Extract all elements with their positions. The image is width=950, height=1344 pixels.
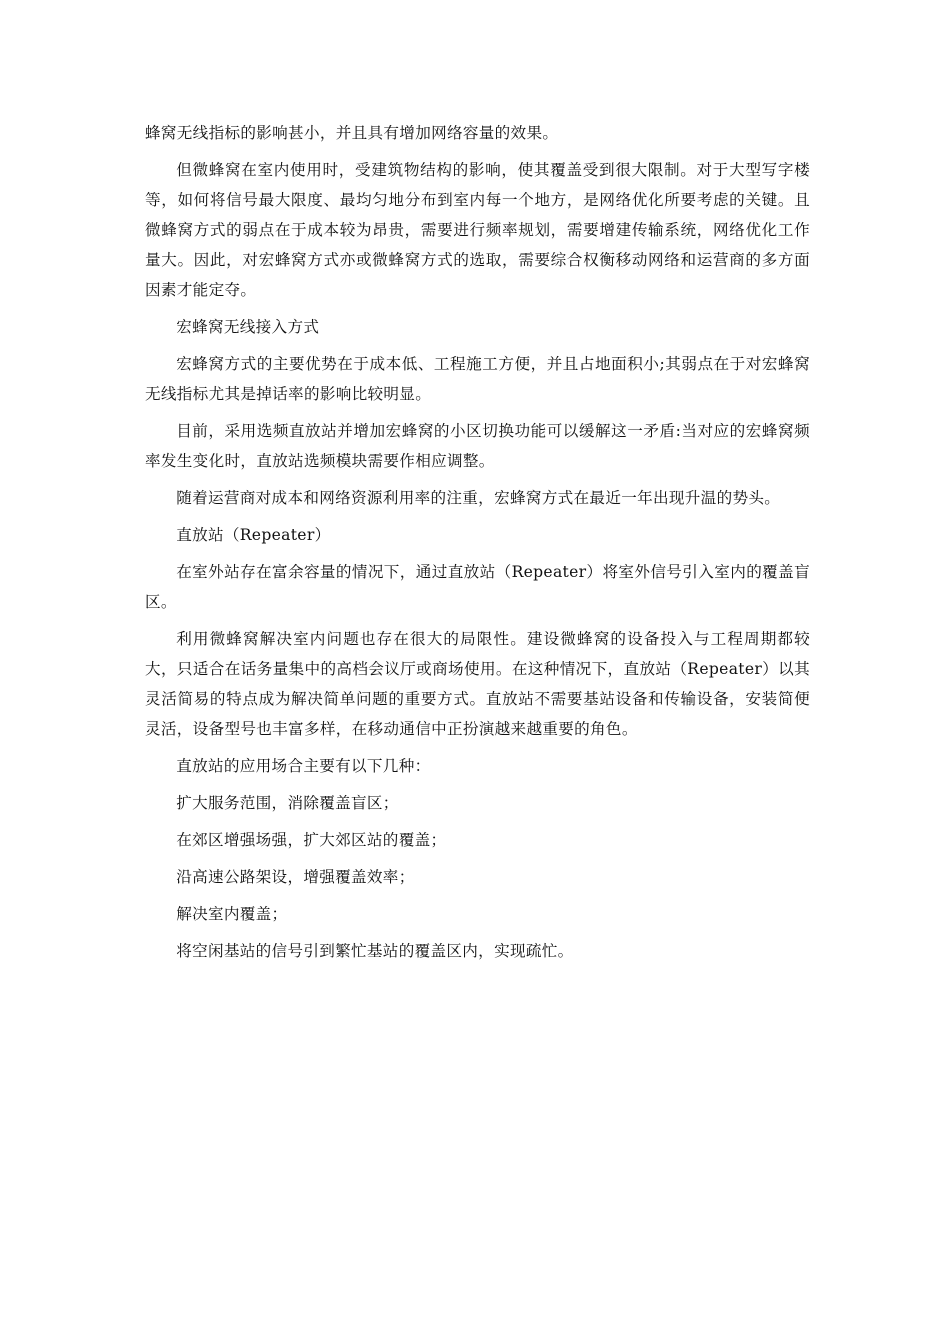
list-item-indoor: 解决室内覆盖； xyxy=(176,905,288,923)
document-body xyxy=(145,118,810,973)
paragraph-application-intro: 直放站的应用场合主要有以下几种： xyxy=(176,757,431,775)
section-heading-macrocell: 宏蜂窝无线接入方式 xyxy=(176,318,320,336)
paragraph-continued: 蜂窝无线指标的影响甚小，并且具有增加网络容量的效果。 xyxy=(145,124,559,142)
paragraph-macrocell-trend: 随着运营商对成本和网络资源利用率的注重，宏蜂窝方式在最近一年出现升温的势头。 xyxy=(176,489,781,507)
paragraph-repeater-advantages: 利用微蜂窝解决室内问题也存在很大的局限性。建设微蜂窝的设备投入与工程周期都较大，只适合在话务量集中的高档会议厅或商场使用。在这种情况下，直放站（Repeater）以其灵活简易的特点成为解决简单问题的重要方式。直放站不需要基站设备和传输设备，安装简便灵活，设备型号也丰富多样，在移动通信中正扮演越来越重要的角色。 xyxy=(145,630,810,738)
list-item-suburban: 在郊区增强场强，扩大郊区站的覆盖； xyxy=(176,831,447,849)
list-item-offload: 将空闲基站的信号引到繁忙基站的覆盖区内，实现疏忙。 xyxy=(176,942,574,960)
paragraph-macrocell-advantages: 宏蜂窝方式的主要优势在于成本低、工程施工方便，并且占地面积小;其弱点在于对宏蜂窝无线指标尤其是掉话率的影响比较明显。 xyxy=(145,355,810,403)
paragraph-repeater-intro: 在室外站存在富余容量的情况下，通过直放站（Repeater）将室外信号引入室内的覆盖盲区。 xyxy=(145,563,810,611)
paragraph-frequency-repeater: 目前，采用选频直放站并增加宏蜂窝的小区切换功能可以缓解这一矛盾:当对应的宏蜂窝频率发生变化时，直放站选频模块需要作相应调整。 xyxy=(145,422,810,470)
list-item-expand-coverage: 扩大服务范围，消除覆盖盲区； xyxy=(176,794,399,812)
paragraph-microcell-limits: 但微蜂窝在室内使用时，受建筑物结构的影响，使其覆盖受到很大限制。对于大型写字楼等，如何将信号最大限度、最均匀地分布到室内每一个地方，是网络优化所要考虑的关键。且微蜂窝方式的弱点在于成本较为昂贵，需要进行频率规划，需要增建传输系统，网络优化工作量大。因此，对宏蜂窝方式亦或微蜂窝方式的选取，需要综合权衡移动网络和运营商的多方面因素才能定夺。 xyxy=(145,161,810,299)
section-heading-repeater: 直放站（Repeater） xyxy=(176,526,331,544)
list-item-highway: 沿高速公路架设，增强覆盖效率； xyxy=(176,868,415,886)
